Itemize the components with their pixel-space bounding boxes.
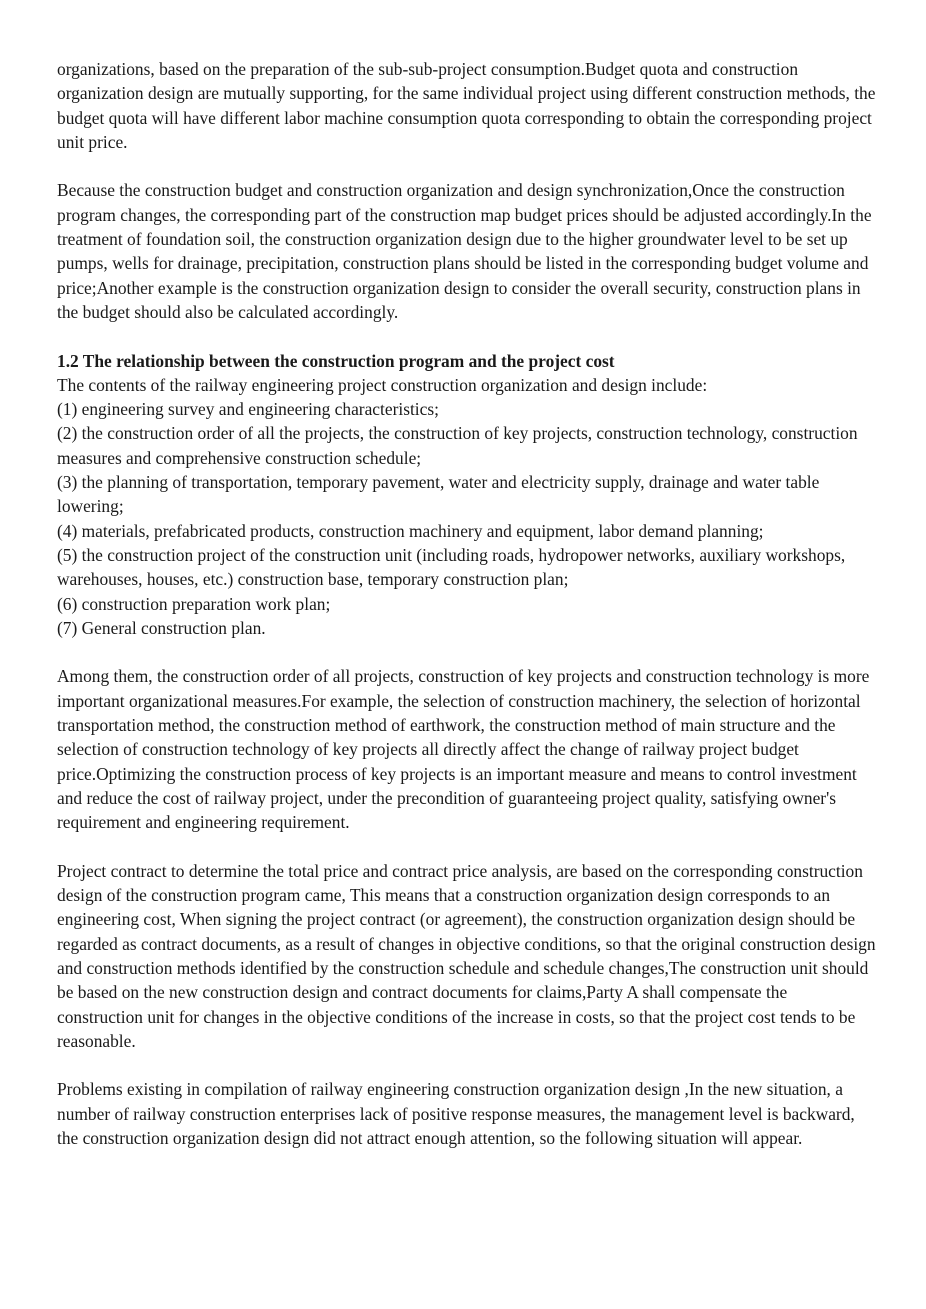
list-item: (1) engineering survey and engineering characteristics; (57, 399, 439, 420)
document-page (57, 57, 877, 1175)
section-heading: 1.2 The relationship between the construction program and the project cost (57, 350, 615, 371)
section-construction-program (57, 349, 877, 665)
paragraph-construction-order: Among them, the construction order of all projects, construction of key projects and construction technology is more important organizational measures.For example, the selection of construction machinery, the selection of horizontal transportation method, the construction method of earthwork, the construction method of main structure and the selection of construction technology of key projects all directly affect the change of railway project budget price.Optimizing the construction process of key projects is an important measure and means to control investment and reduce the cost of railway project, under the precondition of guaranteeing project quality, satisfying owner's requirement and engineering requirement. (57, 666, 870, 833)
list-item: (5) the construction project of the construction unit (including roads, hydropower networks, auxiliary workshops, warehouses, houses, etc.) construction base, temporary construction plan; (57, 544, 846, 590)
list-item: (3) the planning of transportation, temporary pavement, water and electricity supply, drainage and water table lowering; (57, 472, 820, 517)
list-item: (7) General construction plan. (57, 617, 266, 638)
paragraph-budget-quota: organizations, based on the preparation of the sub-sub-project consumption.Budget quota and construction organization design are mutually supporting, for the same individual project using different construction methods, the budget quota will have different labor machine consumption quota corresponding to obtain the corresponding project unit price. (57, 59, 876, 152)
paragraph-problems: Problems existing in compilation of railway engineering construction organization design ,In the new situation, a number of railway construction enterprises lack of positive response measures, the management level is backward, the construction organization design did not attract enough attention, so the following situation will appear. (57, 1079, 855, 1149)
paragraph-budget-synchronization: Because the construction budget and construction organization and design synchronization,Once the construction program changes, the corresponding part of the construction map budget prices should be adjusted accordingly.In the treatment of foundation soil, the construction organization design due to the higher groundwater level to be set up pumps, wells for drainage, precipitation, construction plans should be listed in the corresponding budget volume and price;Another example is the construction organization design to consider the overall security, construction plans in the budget should also be calculated accordingly. (57, 180, 872, 322)
list-item: (6) construction preparation work plan; (57, 593, 331, 614)
list-item: (4) materials, prefabricated products, construction machinery and equipment, labor demand planning; (57, 520, 764, 541)
contents-list (57, 397, 877, 640)
section-intro: The contents of the railway engineering project construction organization and design include: (57, 374, 708, 395)
paragraph-project-contract: Project contract to determine the total price and contract price analysis, are based on the corresponding construction design of the construction program came, This means that a construction organization design corresponds to an engineering cost, When signing the project contract (or agreement), the construction organization design should be regarded as contract documents, as a result of changes in objective conditions, so that the original construction design and construction methods identified by the construction schedule and schedule changes,The construction unit should be based on the new construction design and contract documents for claims,Party A shall compensate the construction unit for changes in the objective conditions of the increase in costs, so that the project cost tends to be reasonable. (57, 860, 876, 1051)
list-item: (2) the construction order of all the projects, the construction of key projects, construction technology, construction measures and comprehensive construction schedule; (57, 423, 858, 468)
